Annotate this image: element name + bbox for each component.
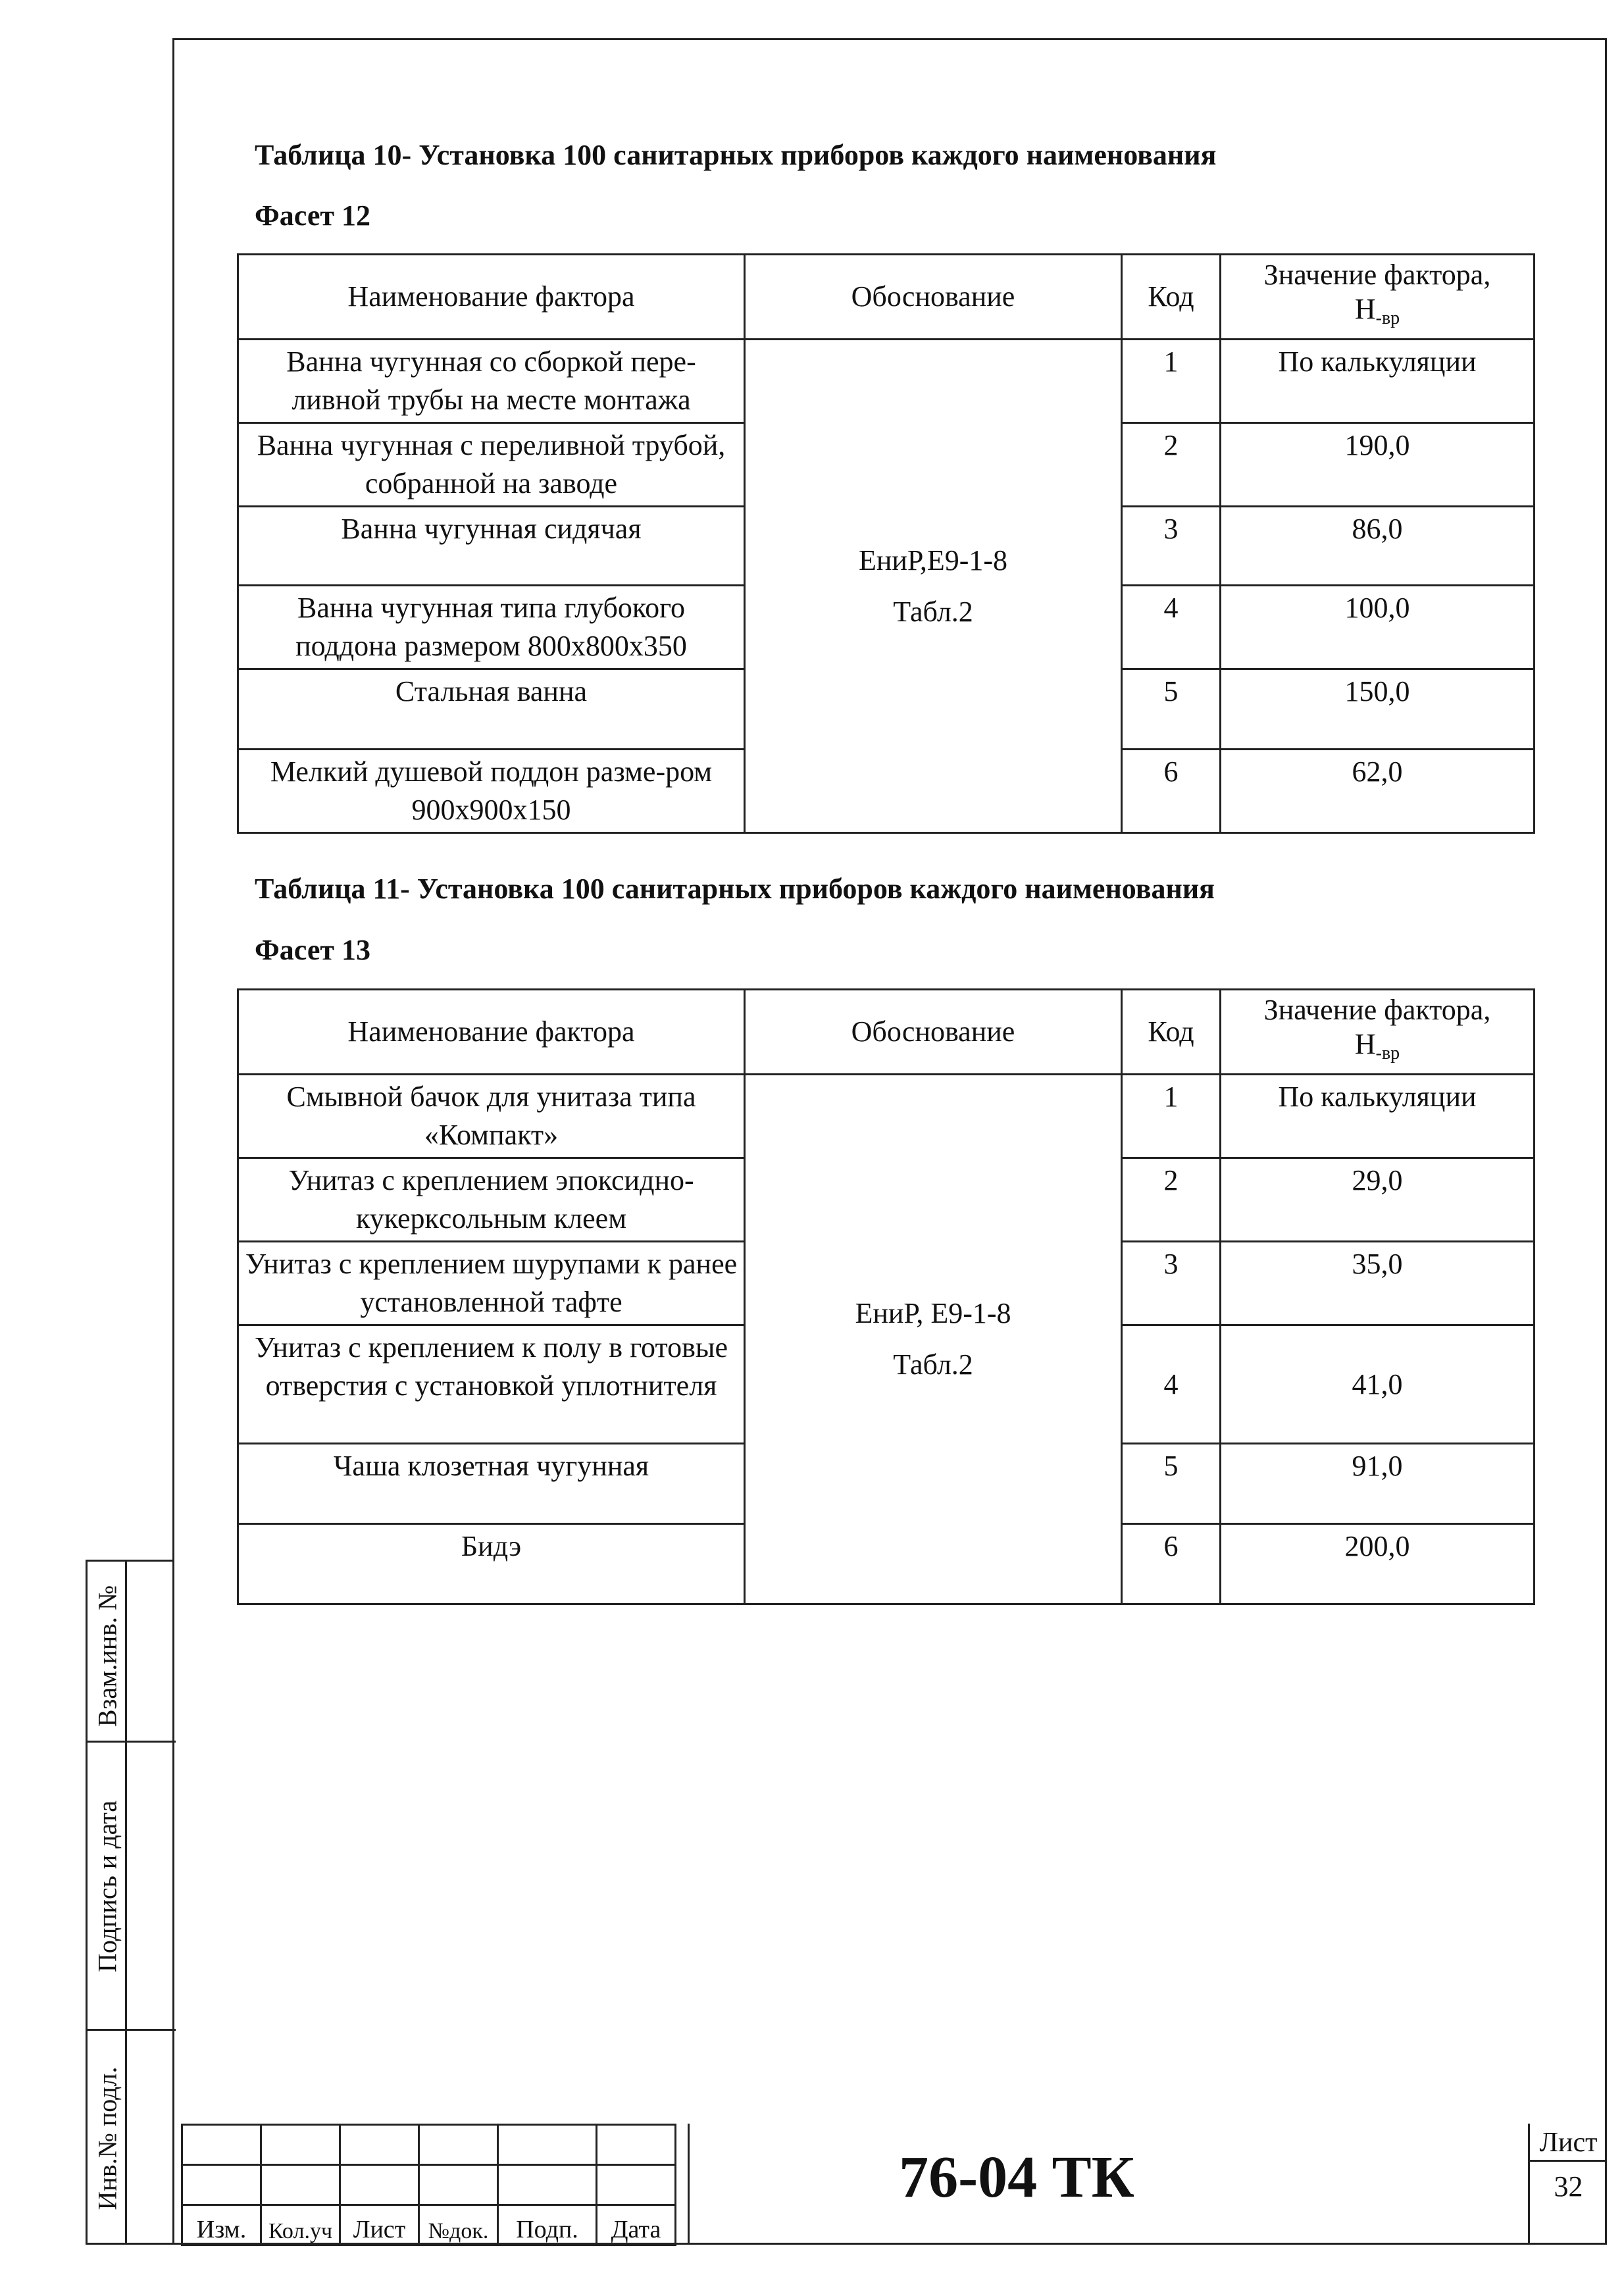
table10-header-value: Значение фактора, $Н_{-вр}$ — [1221, 255, 1535, 340]
row-value: 100,0 — [1221, 586, 1535, 669]
row-value: 200,0 — [1221, 1524, 1535, 1604]
table11-facet: Фасет 13 — [255, 934, 370, 966]
table11-header-basis: Обоснование — [745, 990, 1122, 1075]
row-name: Бидэ — [238, 1524, 745, 1604]
row-name: Мелкий душевой поддон разме-ром 900x900x150 — [238, 750, 745, 833]
sign-date-cell — [88, 1743, 176, 2031]
table10 — [237, 253, 1535, 834]
row-value: По калькуляции — [1221, 1075, 1535, 1158]
table10-header-basis: Обоснование — [745, 255, 1122, 340]
row-name: Ванна чугунная со сборкой пере-ливной трубы на месте монтажа — [238, 340, 745, 423]
table10-title: Таблица 10- Установка 100 санитарных приборов каждого наименования — [255, 139, 1217, 171]
title-block — [181, 2124, 1607, 2245]
row-code: 2 — [1122, 1158, 1221, 1242]
stamp-col-podp: Подп. — [498, 2205, 597, 2245]
row-name: Стальная ванна — [238, 669, 745, 750]
table11-basis: ЕниР, Е9-1-8 Табл.2 — [745, 1075, 1122, 1604]
table-row — [238, 340, 1535, 423]
row-name: Смывной бачок для унитаза типа «Компакт» — [238, 1075, 745, 1158]
row-name: Чаша клозетная чугунная — [238, 1444, 745, 1524]
vzam-inv-label: Взам.инв. № — [92, 1585, 122, 1727]
row-value: 29,0 — [1221, 1158, 1535, 1242]
row-code: 4 — [1122, 1325, 1221, 1444]
sheet-label: Лист — [1530, 2124, 1607, 2162]
sheet-box — [1528, 2124, 1607, 2245]
inv-podl-label: Инв.№ подл. — [92, 2066, 122, 2210]
row-value: 86,0 — [1221, 507, 1535, 586]
vzam-inv-cell — [88, 1562, 176, 1743]
table10-header-row — [238, 255, 1535, 340]
document-code: 76-04 ТК — [899, 2145, 1134, 2210]
row-name: Унитаз с креплением шурупами к ранее установленной тафте — [238, 1242, 745, 1325]
stamp-col-kol-uch: Кол.уч — [261, 2205, 340, 2245]
stamp-col-data: Дата — [597, 2205, 676, 2245]
row-code: 1 — [1122, 1075, 1221, 1158]
row-value: 35,0 — [1221, 1242, 1535, 1325]
row-code: 6 — [1122, 750, 1221, 833]
stamp-divider — [688, 2124, 690, 2245]
side-margin-strip — [86, 1560, 174, 2245]
row-value: 190,0 — [1221, 423, 1535, 507]
table11 — [237, 988, 1535, 1605]
sheet-number: 32 — [1554, 2170, 1583, 2203]
row-name: Ванна чугунная типа глубокого поддона размером 800x800x350 — [238, 586, 745, 669]
table10-header-name: Наименование фактора — [238, 255, 745, 340]
row-code: 5 — [1122, 669, 1221, 750]
row-name: Унитаз с креплением к полу в готовые отверстия с установкой уплотнителя — [238, 1325, 745, 1444]
row-value: По калькуляции — [1221, 340, 1535, 423]
sign-date-label: Подпись и дата — [92, 1800, 122, 1973]
table11-header-row — [238, 990, 1535, 1075]
stamp-col-izm: Изм. — [182, 2205, 261, 2245]
row-code: 1 — [1122, 340, 1221, 423]
stamp-col-ndok: №док. — [419, 2205, 498, 2245]
row-value: 91,0 — [1221, 1444, 1535, 1524]
row-value: 150,0 — [1221, 669, 1535, 750]
stamp-col-list: Лист — [340, 2205, 419, 2245]
table10-header-code: Код — [1122, 255, 1221, 340]
table11-header-value: Значение фактора, $Н_{-вр}$ — [1221, 990, 1535, 1075]
table11-title: Таблица 11- Установка 100 санитарных приборов каждого наименования — [255, 873, 1215, 905]
row-code: 3 — [1122, 1242, 1221, 1325]
row-code: 3 — [1122, 507, 1221, 586]
table-row — [238, 1075, 1535, 1158]
row-value: 41,0 — [1221, 1325, 1535, 1444]
row-name: Ванна чугунная с переливной трубой, собранной на заводе — [238, 423, 745, 507]
row-value: 62,0 — [1221, 750, 1535, 833]
row-code: 2 — [1122, 423, 1221, 507]
row-code: 4 — [1122, 586, 1221, 669]
row-code: 6 — [1122, 1524, 1221, 1604]
row-code: 5 — [1122, 1444, 1221, 1524]
table11-header-name: Наименование фактора — [238, 990, 745, 1075]
inv-podl-cell — [88, 2031, 176, 2245]
row-name: Унитаз с креплением эпоксидно-кукеркcольным клеем — [238, 1158, 745, 1242]
table10-facet: Фасет 12 — [255, 199, 370, 232]
row-name: Ванна чугунная сидячая — [238, 507, 745, 586]
table10-basis: ЕниР,Е9-1-8 Табл.2 — [745, 340, 1122, 833]
revision-grid — [181, 2124, 676, 2246]
table11-header-code: Код — [1122, 990, 1221, 1075]
